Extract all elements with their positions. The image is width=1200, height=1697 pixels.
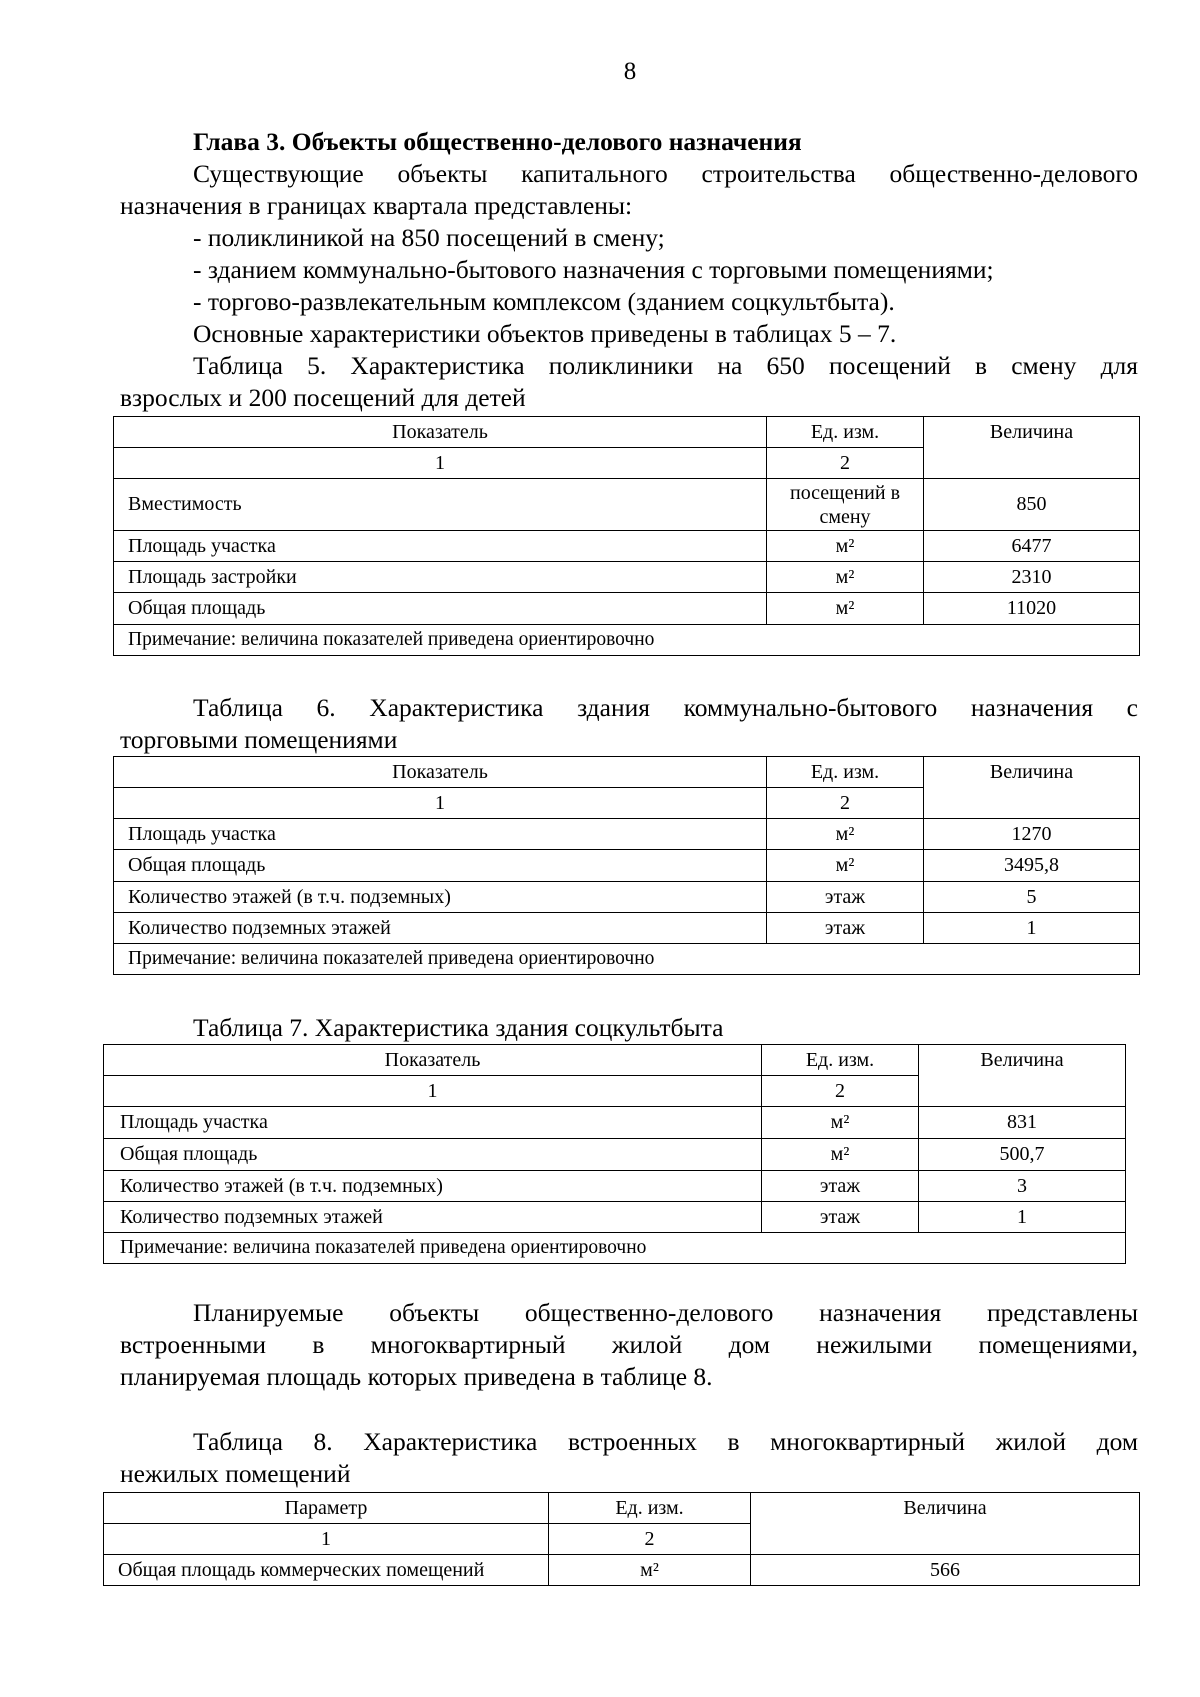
chapter-heading: Глава 3. Объекты общественно-делового назначения <box>193 127 802 156</box>
table-cell: м² <box>767 819 924 850</box>
table6-note: Примечание: величина показателей приведена ориентировочно <box>114 944 1140 975</box>
table-cell: м² <box>767 562 924 593</box>
table-cell: Общая площадь <box>114 850 767 882</box>
table6-header-unit: Ед. изм. <box>767 757 924 788</box>
table8-caption-line-2: нежилых помещений <box>120 1459 351 1488</box>
table-cell: 566 <box>751 1555 1140 1586</box>
bullet-entertainment-complex: - торгово-развлекательным комплексом (зданием соцкультбыта). <box>193 287 895 316</box>
table-cell: 3 <box>919 1171 1126 1202</box>
table7-header-indicator: Показатель <box>104 1045 762 1076</box>
table-cell: Количество подземных этажей <box>104 1202 762 1233</box>
table-cell: м² <box>767 531 924 562</box>
table-row <box>104 1107 1126 1139</box>
table8-header-value: Величина <box>751 1493 1140 1555</box>
table-cell: 1270 <box>924 819 1140 850</box>
table7-header-unit: Ед. изм. <box>762 1045 919 1076</box>
table6-colnum-2: 2 <box>767 788 924 819</box>
table-row <box>114 819 1140 850</box>
table-cell: Общая площадь <box>104 1139 762 1171</box>
table7-colnum-1: 1 <box>104 1076 762 1107</box>
table-cell: Общая площадь <box>114 593 767 625</box>
table-cell: м² <box>549 1555 751 1586</box>
table-row <box>114 562 1140 593</box>
bullet-polyclinic: - поликлиникой на 850 посещений в смену; <box>193 223 665 252</box>
page-number: 8 <box>623 58 637 85</box>
table-cell: 2310 <box>924 562 1140 593</box>
table-cell: 831 <box>919 1107 1126 1139</box>
table6-caption-line-1: Таблица 6. Характеристика здания коммунально-бытового назначения с <box>193 693 1138 722</box>
table-cell: этаж <box>767 913 924 944</box>
table-cell: Площадь участка <box>104 1107 762 1139</box>
table-cell: 1 <box>919 1202 1126 1233</box>
table5-colnum-2: 2 <box>767 448 924 479</box>
table-row <box>104 1555 1140 1586</box>
table-cell: 850 <box>924 479 1140 531</box>
table5-caption-line-2: взрослых и 200 посещений для детей <box>120 383 526 412</box>
table6 <box>113 756 1140 975</box>
table6-colnum-1: 1 <box>114 788 767 819</box>
table-cell: Площадь участка <box>114 819 767 850</box>
table-cell: 5 <box>924 882 1140 913</box>
table-cell: м² <box>767 850 924 882</box>
table6-caption-line-2: торговыми помещениями <box>120 725 398 754</box>
planned-line-3: планируемая площадь которых приведена в таблице 8. <box>120 1362 713 1391</box>
table7-note: Примечание: величина показателей приведена ориентировочно <box>104 1233 1126 1264</box>
table-row <box>114 850 1140 882</box>
table8-colnum-2: 2 <box>549 1524 751 1555</box>
table-row <box>104 1202 1126 1233</box>
table8-header-parameter: Параметр <box>104 1493 549 1524</box>
table-cell: Вместимость <box>114 479 767 531</box>
table5-header-value: Величина <box>924 417 1140 479</box>
table-cell: этаж <box>762 1171 919 1202</box>
table-cell: Площадь участка <box>114 531 767 562</box>
table8-header-unit: Ед. изм. <box>549 1493 751 1524</box>
table-row <box>104 1171 1126 1202</box>
table-row <box>114 593 1140 625</box>
table-cell: Площадь застройки <box>114 562 767 593</box>
table-cell: Общая площадь коммерческих помещений <box>104 1555 549 1586</box>
table-row <box>104 1139 1126 1171</box>
table-cell: Количество этажей (в т.ч. подземных) <box>104 1171 762 1202</box>
table8-caption-line-1: Таблица 8. Характеристика встроенных в многоквартирный жилой дом <box>193 1427 1138 1456</box>
table-row <box>114 531 1140 562</box>
table-cell: посещений в смену <box>767 479 924 531</box>
table5-header-indicator: Показатель <box>114 417 767 448</box>
table-cell: м² <box>762 1139 919 1171</box>
table7-header-value: Величина <box>919 1045 1126 1107</box>
table-cell: этаж <box>767 882 924 913</box>
table-cell: 500,7 <box>919 1139 1126 1171</box>
table-cell: 6477 <box>924 531 1140 562</box>
table8 <box>103 1492 1140 1586</box>
table-row <box>114 882 1140 913</box>
table-cell: Количество этажей (в т.ч. подземных) <box>114 882 767 913</box>
bullet-household-building: - зданием коммунально-бытового назначения с торговыми помещениями; <box>193 255 994 284</box>
table-cell: этаж <box>762 1202 919 1233</box>
table-cell: 3495,8 <box>924 850 1140 882</box>
table5-colnum-1: 1 <box>114 448 767 479</box>
table7-colnum-2: 2 <box>762 1076 919 1107</box>
intro-line-2: назначения в границах квартала представлены: <box>120 191 633 220</box>
table6-header-value: Величина <box>924 757 1140 819</box>
table-row <box>114 913 1140 944</box>
table5-header-unit: Ед. изм. <box>767 417 924 448</box>
table6-header-indicator: Показатель <box>114 757 767 788</box>
table-cell: 11020 <box>924 593 1140 625</box>
table-cell: м² <box>762 1107 919 1139</box>
table5 <box>113 416 1140 656</box>
intro-summary: Основные характеристики объектов приведены в таблицах 5 – 7. <box>193 319 897 348</box>
table-cell: Количество подземных этажей <box>114 913 767 944</box>
table7-caption: Таблица 7. Характеристика здания соцкультбыта <box>193 1013 724 1042</box>
planned-line-2: встроенными в многоквартирный жилой дом нежилыми помещениями, <box>120 1330 1138 1359</box>
table5-caption-line-1: Таблица 5. Характеристика поликлиники на 650 посещений в смену для <box>193 351 1138 380</box>
table8-colnum-1: 1 <box>104 1524 549 1555</box>
intro-line-1: Существующие объекты капитального строительства общественно-делового <box>193 159 1138 188</box>
table-cell: м² <box>767 593 924 625</box>
planned-line-1: Планируемые объекты общественно-делового назначения представлены <box>193 1298 1138 1327</box>
table-row <box>114 479 1140 531</box>
table7 <box>103 1044 1126 1264</box>
table-cell: 1 <box>924 913 1140 944</box>
table5-note: Примечание: величина показателей приведена ориентировочно <box>114 625 1140 656</box>
